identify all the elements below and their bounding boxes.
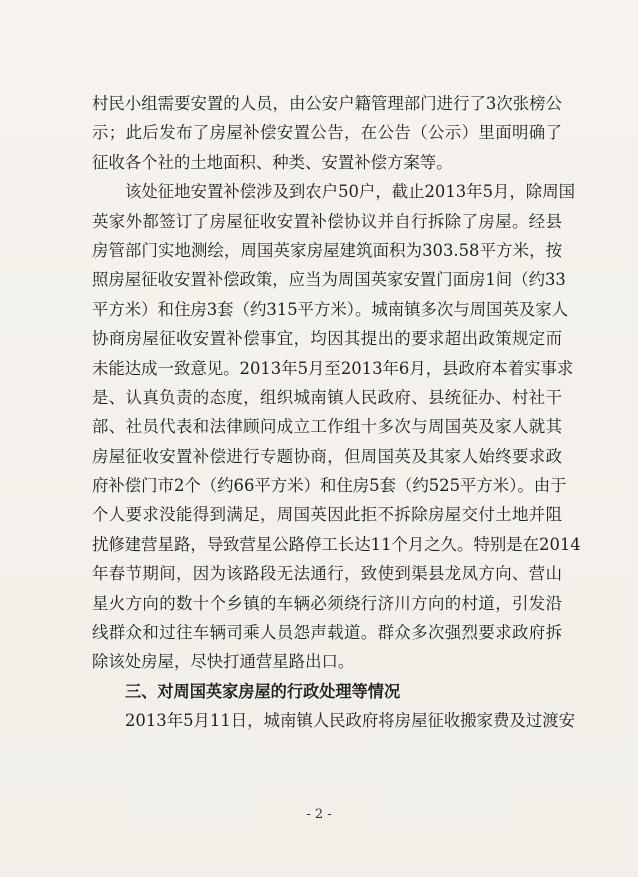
text-line: 扰修建营星路，导致营星公路停工长达11个月之久。特别是在2014 <box>92 534 581 554</box>
text-line: 示；此后发布了房屋补偿安置公告，在公告（公示）里面明确了 <box>92 123 562 143</box>
text-line: 星火方向的数十个乡镇的车辆必须绕行济川方向的村道，引发沿 <box>92 593 562 613</box>
paragraph <box>92 706 575 735</box>
text-line: 平方米）和住房3套（约315平方米）。城南镇多次与周国英及家人 <box>92 299 569 319</box>
text-line: 未能达成一致意见。2013年5月至2013年6月，县政府本着实事求 <box>92 358 574 378</box>
text-line: 2013年5月11日，城南镇人民政府将房屋征收搬家费及过渡安 <box>125 711 575 731</box>
text-line: 该处征地安置补偿涉及到农户50户，截止2013年5月，除周国 <box>125 182 575 202</box>
text-line: 征收各个社的土地面积、种类、安置补偿方案等。 <box>92 152 453 172</box>
paragraph <box>92 177 581 677</box>
section-heading: 三、对周国英家房屋的行政处理等情况 <box>125 681 401 701</box>
text-line: 个人要求没能得到满足，周国英因此拒不拆除房屋交付土地并阻 <box>92 505 562 525</box>
text-line: 是、认真负责的态度，组织城南镇人民政府、县统征办、村社干 <box>92 387 562 407</box>
text-line: 照房屋征收安置补偿政策，应当为周国英家安置门面房1间（约33 <box>92 270 566 290</box>
text-line: 村民小组需要安置的人员，由公安户籍管理部门进行了3次张榜公 <box>92 94 562 113</box>
text-line: 年春节期间，因为该路段无法通行，致使到渠县龙凤方向、营山 <box>92 564 562 584</box>
text-line: 房屋征收安置补偿进行专题协商，但周国英及其家人始终要求政 <box>92 446 562 466</box>
paragraph <box>92 89 562 177</box>
text-line: 英家外都签订了房屋征收安置补偿协议并自行拆除了房屋。经县 <box>92 211 562 231</box>
text-line: 部、社员代表和法律顾问成立工作组十多次与周国英及家人就其 <box>92 417 562 437</box>
text-line: 房管部门实地测绘，周国英家房屋建筑面积为303.58平方米，按 <box>92 240 562 260</box>
page-number: - 2 - <box>306 807 332 822</box>
document-body <box>92 89 581 736</box>
text-line: 府补偿门市2个（约66平方米）和住房5套（约525平方米）。由于 <box>92 476 567 496</box>
text-line: 线群众和过往车辆司乘人员怨声载道。群众多次强烈要求政府拆 <box>92 623 562 643</box>
text-line: 协商房屋征收安置补偿事宜，均因其提出的要求超出政策规定而 <box>92 329 562 349</box>
text-line: 除该处房屋，尽快打通营星路出口。 <box>92 652 355 672</box>
